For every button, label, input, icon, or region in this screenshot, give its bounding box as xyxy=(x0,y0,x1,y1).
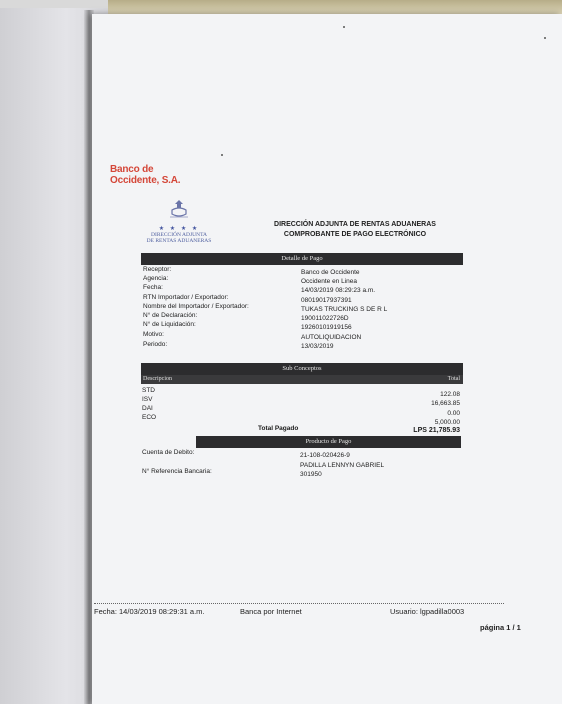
paper-speck xyxy=(343,26,345,28)
referencia-value: 301950 xyxy=(300,471,322,478)
subconceptos-column-header xyxy=(141,375,463,384)
concepto-total: 16,663.85 xyxy=(431,400,460,407)
detalle-value: AUTOLIQUIDACION xyxy=(301,334,362,341)
coat-of-arms-icon xyxy=(166,198,192,220)
concepto-desc: ISV xyxy=(142,396,153,403)
document-heading: DIRECCIÓN ADJUNTA DE RENTAS ADUANERAS COMPROBANTE DE PAGO ELECTRÓNICO xyxy=(274,221,436,238)
detalle-value: Occidente en Linea xyxy=(301,278,358,285)
col-descripcion: Descripcion xyxy=(143,376,172,382)
total-pagado-label: Total Pagado xyxy=(258,425,299,432)
detalle-label: Receptor: xyxy=(143,266,172,273)
concepto-total: 5,000.00 xyxy=(434,419,460,426)
referencia-label: N° Referencia Bancaria: xyxy=(142,468,212,475)
titular-value: PADILLA LENNYN GABRIEL xyxy=(300,462,385,469)
concepto-total: 0.00 xyxy=(447,410,460,417)
detalle-label: Nombre del Importador / Exportador: xyxy=(143,303,249,310)
detalle-label: N° de Declaración: xyxy=(143,312,198,319)
detalle-label: Agencia: xyxy=(143,275,169,282)
detalle-value: 13/03/2019 xyxy=(301,343,334,350)
detalle-value: 08019017937391 xyxy=(301,297,352,304)
detalle-label: Motivo: xyxy=(143,331,164,338)
subconceptos-header-bar: Sub Conceptos xyxy=(141,363,463,375)
detalle-label: N° de Liquidación: xyxy=(143,321,196,328)
footer-canal: Banca por Internet xyxy=(240,607,302,616)
concepto-desc: STD xyxy=(142,387,155,394)
detalle-value: 190011022726D xyxy=(301,315,349,322)
total-pagado-value: LPS 21,785.93 xyxy=(413,427,460,434)
footer-fecha: Fecha: 14/03/2019 08:29:31 a.m. xyxy=(94,607,205,616)
producto-header-bar: Producto de Pago xyxy=(196,436,461,448)
detalle-value: 19260101919156 xyxy=(301,324,352,331)
footer-divider xyxy=(94,603,504,604)
col-total: Total xyxy=(447,376,460,382)
concepto-desc: ECO xyxy=(142,414,157,421)
paper-speck xyxy=(221,154,223,156)
detalle-value: Banco de Occidente xyxy=(301,269,360,276)
concepto-total: 122.08 xyxy=(440,391,460,398)
bank-logo: Banco de Occidente, S.A. xyxy=(110,164,181,186)
page-number: página 1 / 1 xyxy=(480,623,521,632)
footer-usuario: Usuario: lgpadilla0003 xyxy=(390,607,465,616)
paper-speck xyxy=(544,37,546,39)
cuenta-debito-value: 21-108-020426-9 xyxy=(300,452,350,459)
detalle-header-bar: Detalle de Pago xyxy=(141,253,463,265)
detalle-label: RTN Importador / Exportador: xyxy=(143,294,229,301)
detalle-label: Periodo: xyxy=(143,341,168,348)
detalle-label: Fecha: xyxy=(143,284,163,291)
cuenta-debito-label: Cuenta de Debito: xyxy=(142,449,195,456)
concepto-desc: DAI xyxy=(142,405,153,412)
detalle-value: 14/03/2019 08:29:23 a.m. xyxy=(301,287,376,294)
agency-logo: ★ ★ ★ ★ DIRECCIÓN ADJUNTA DE RENTAS ADUANERAS xyxy=(143,198,215,244)
receipt-page xyxy=(92,14,562,704)
detalle-value: TUKAS TRUCKING S DE R L xyxy=(301,306,388,313)
